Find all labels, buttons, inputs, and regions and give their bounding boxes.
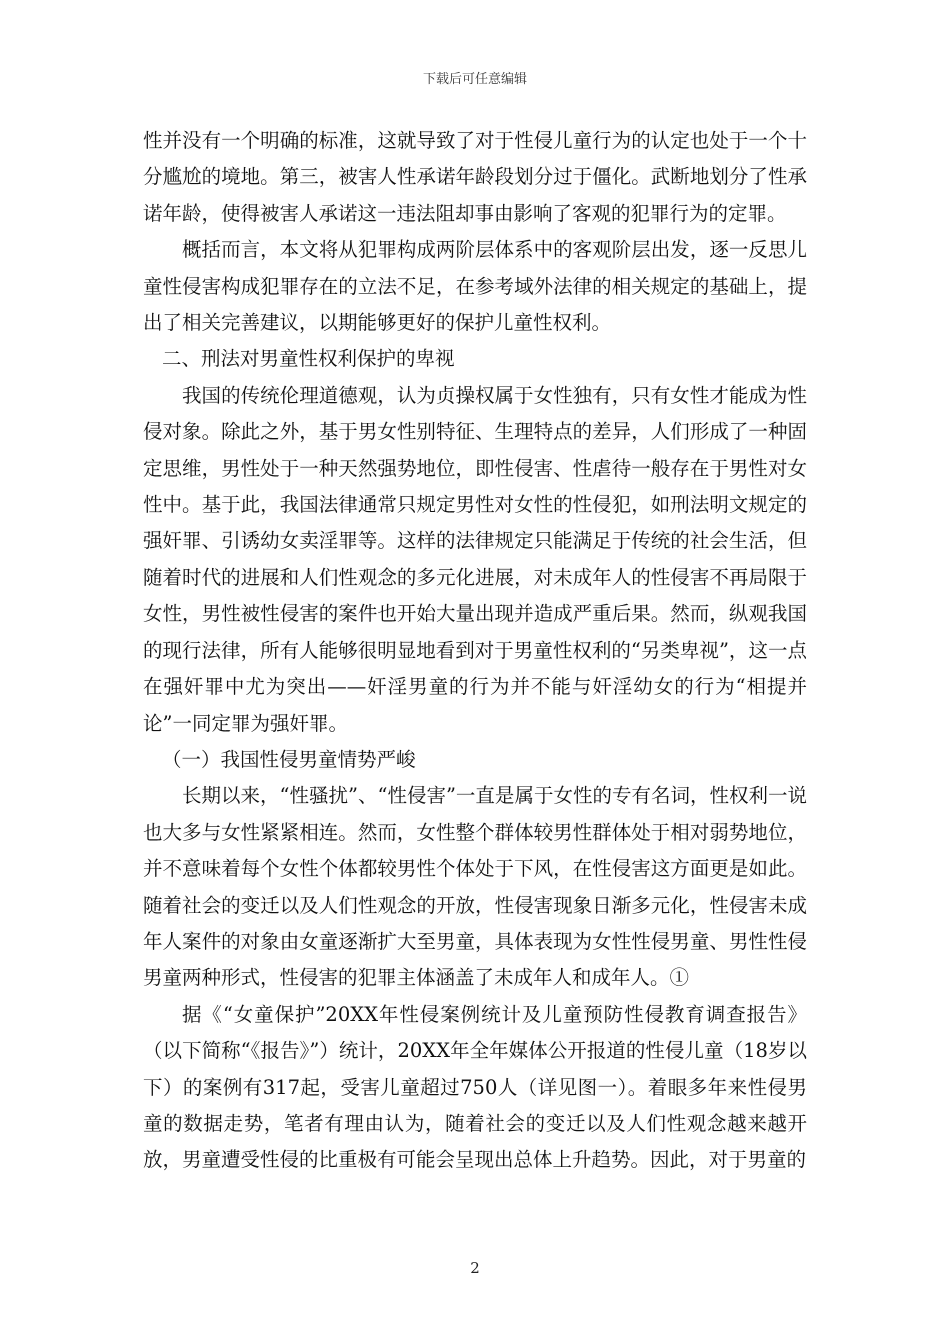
paragraph-continuation: 性并没有一个明确的标准，这就导致了对于性侵儿童行为的认定也处于一个十分尴尬的境地。第三，被害人性承诺年龄段划分过于僵化。武断地划分了性承诺年龄，使得被害人承诺这一违法阻却事由影响了客观的犯罪行为的定罪。 [143,129,807,225]
paragraph-longterm: 长期以来，“性骚扰”、“性侵害”一直是属于女性的专有名词，性权利一说也大多与女性紧紧相连。然而，女性整个群体较男性群体处于相对弱势地位，并不意味着每个女性个体都较男性个体处于下风，在性侵害这方面更是如此。随着社会的变迁以及人们性观念的开放，性侵害现象日渐多元化，性侵害未成年人案件的对象由女童逐渐扩大至男童，具体表现为女性性侵男童、男性性侵男童两种形式，性侵害的犯罪主体涵盖了未成年人和成年人。① [143,784,807,990]
paragraph-summary: 概括而言，本文将从犯罪构成两阶层体系中的客观阶层出发，逐一反思儿童性侵害构成犯罪存在的立法不足，在参考域外法律的相关规定的基础上，提出了相关完善建议，以期能够更好的保护儿童性权利。 [143,238,807,335]
section-heading: 二、刑法对男童性权利保护的卑视 [162,347,455,371]
paragraph-tradition: 我国的传统伦理道德观，认为贞操权属于女性独有，只有女性才能成为性侵对象。除此之外，基于男女性别特征、生理特点的差异，人们形成了一种固定思维，男性处于一种天然强势地位，即性侵害、性虐待一般存在于男性对女性中。基于此，我国法律通常只规定男性对女性的性侵犯，如刑法明文规定的强奸罪、引诱幼女卖淫罪等。这样的法律规定只能满足于传统的社会生活，但随着时代的进展和人们性观念的多元化进展，对未成年人的性侵害不再局限于女性，男性被性侵害的案件也开始大量出现并造成严重后果。然而，纵观我国的现行法律，所有人能够很明显地看到对于男童性权利的“另类卑视”，这一点在强奸罪中尤为突出——奸淫男童的行为并不能与奸淫幼女的行为“相提并论”一同定罪为强奸罪。 [143,383,807,735]
document-body [143,123,807,1179]
page-header: 下载后可任意编辑 [422,72,527,87]
subsection-heading: （一）我国性侵男童情势严峻 [162,747,416,771]
page-number: 2 [470,1259,480,1277]
paragraph-report: 据《“女童保护”20XX年性侵案例统计及儿童预防性侵教育调查报告》（以下简称“《报告》”）统计，20XX年全年媒体公开报道的性侵儿童（18岁以下）的案例有317起，受害儿童超过750人（详见图一）。着眼多年来性侵男童的数据走势，笔者有理由认为，随着社会的变迁以及人们性观念越来越开放，男童遭受性侵的比重极有可能会呈现出总体上升趋势。因此，对于男童的 [143,1002,807,1172]
